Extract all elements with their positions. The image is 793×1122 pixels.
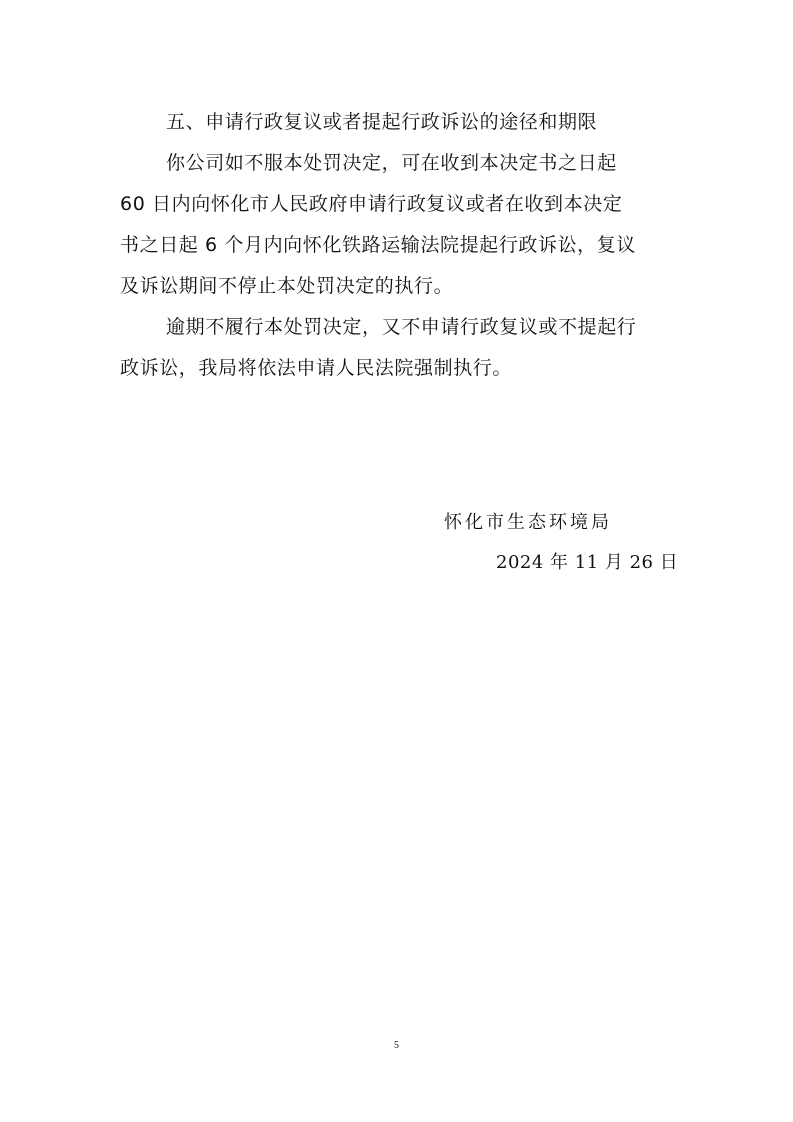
signature-date: 2024 年 11 月 26 日 [496, 552, 679, 573]
page-number: 5 [394, 1040, 399, 1051]
paragraph-1-line-4: 及诉讼期间不停止本处罚决定的执行。 [120, 275, 454, 297]
section-heading: 五、申请行政复议或者提起行政诉讼的途径和期限 [166, 111, 598, 133]
paragraph-2-line-1: 逾期不履行本处罚决定，又不申请行政复议或不提起行 [166, 316, 637, 338]
paragraph-2-line-2: 政诉讼，我局将依法申请人民法院强制执行。 [120, 357, 513, 379]
paragraph-1-line-2: 60 日内向怀化市人民政府申请行政复议或者在收到本决定 [120, 193, 623, 215]
paragraph-1-line-1: 你公司如不服本处罚决定，可在收到本决定书之日起 [166, 152, 617, 174]
signature-organization: 怀化市生态环境局 [444, 512, 612, 533]
paragraph-1-line-3: 书之日起 6 个月内向怀化铁路运输法院提起行政诉讼，复议 [120, 234, 636, 256]
body-text [120, 102, 690, 389]
